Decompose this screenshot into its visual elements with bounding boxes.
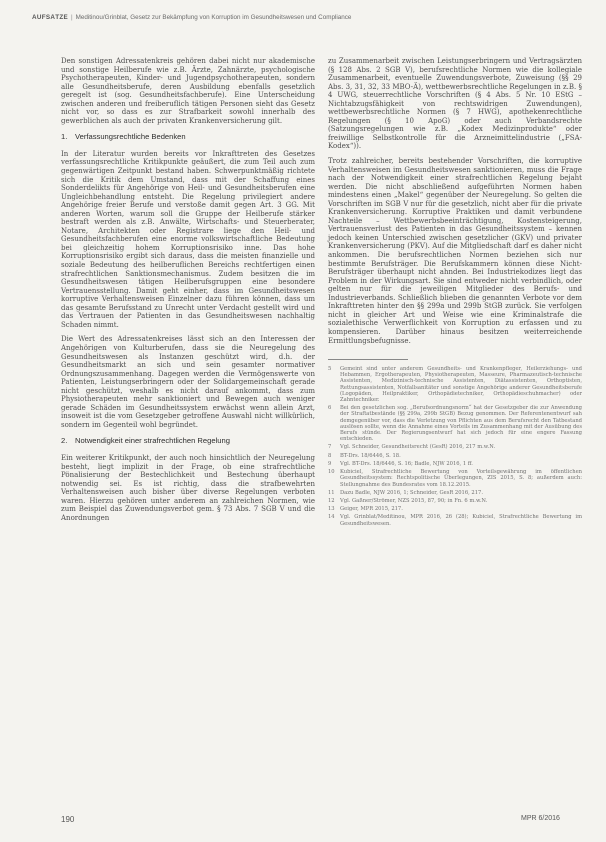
footnote [328,469,582,488]
footnote [328,366,582,403]
running-header [32,14,582,21]
page-number: 190 [61,815,75,824]
heading-number: 2. [61,436,68,446]
footnote-text: Bei den gesetzlichen sog. „Berufsordnungsnorm“ hat der Gesetzgeber die zur Anwendung der Straftatbestände (§§ 299a, 299b StGB) Bezug genommen. Der Referentenentwurf sah demgegenüber vor, dass die Verletzung von Pflichten aus dem Berufsrecht den Tatbestand auslösen sollte, wenn die Annahme eines Vorteils im Zusammenhang mit der Ausübung des Berufs stünde. Der Regierungsentwurf hat sich jedoch für eine engere Fassung entschieden. [340,405,582,443]
heading-number: 1. [61,132,68,142]
footnote [328,444,582,450]
section-heading-1 [61,133,315,142]
footnote-text: Gemeint sind unter anderem Gesundheits- und Krankenpfleger, Heilerziehungs- und Hebammen, Ergotherapeuten, Physiotherapeuten, Masseure, Pharmazeutisch-technische Assistenten, Medizinisch-technische Assistenten, Diätassistenten, Orthoptisten, Rettungsassistenten, Notfallsanitäter und sonstige Angehörige anderer Gesundheitsberufe (Logopäden, Heilpraktiker, Orthopädietechniker, Orthopädieschuhmacher) oder Zahntechniker. [340,366,582,404]
footnote-number: 9 [328,460,332,467]
footnote-text: Kubiciel, Strafrechtliche Bewertung von Vorteilsgewährung im öffentlichen Gesundheitssystem: Rechtspolitische Überlegungen, ZIS 2015, S. 8; außerdem auch: Stellungnahme des Bundesrates vom 18.12.2015. [340,469,582,488]
footnotes [328,366,582,527]
footnote-number: 13 [328,506,335,513]
footnote-text: Vgl. Gaßner/Strömer, NZS 2015, 87, 90; in Fn. 6 m.w.N. [340,497,488,504]
footnote [328,498,582,504]
footnote-number: 10 [328,469,335,476]
footnote-text: Vgl. Schneider, Gesundheitsrecht (GesR) 2016, 217 m.w.N. [340,444,496,451]
footnote-text: Dazu Badle, NJW 2016, 1; Schneider, GesR 2016, 217. [340,489,483,496]
footnote-text: Vgl. Grinblat/Meditinou, MPR 2016, 26 (28); Kubiciel, Strafrechtliche Bewertung im Gesundheitswesen. [340,514,582,527]
footnote-number: 11 [328,489,335,496]
heading-text: Notwendigkeit einer strafrechtlichen Regelung [75,436,230,446]
section-label: AUFSÄTZE [32,14,68,21]
left-column [61,57,315,528]
footnote-number: 6 [328,405,332,412]
footnote [328,461,582,467]
paragraph: In der Literatur wurden bereits vor Inkrafttreten des Gesetzes verfassungsrechtliche Kritikpunkte geäußert, die zum Teil auch zum gegenwärtigen Zeitpunkt bestand haben. Schwerpunktmäßig richtete sich die Kritik dem Umstand, dass mit der Schaffung eines Sonderdelikts für Angehörige von Heil- und Gesundheitsberufen eine Ungleichbehandlung entsteht. Die Regelung privilegiert andere Angehörige freier Berufe und verstoße damit gegen Art. 3 GG. Mit anderen Worten, warum soll die Gruppe der Heilberufe stärker bestraft werden als z.B. Anwälte, Wirtschafts- und Steuerberater, Notare, Architekten oder Registrare liege den Heil- und Gesundheitsfachberufen eine enorme volkswirtschaftliche Bedeutung bei gleichzeitig hohem Korruptionsrisiko inne. Das hohe Korruptionsrisiko ergibt sich daraus, dass die meisten finanzielle und soziale Bedeutung des heilberuflichen Bereichs rechtfertigen einen strafrechtlichen Sanktionsmechanismus. Zudem besitzen die im Gesundheitswesen tätigen Heilberufsgruppen eine besondere Vertrauensstellung. Damit geht einher, dass im Gesundheitswesen korruptive Verhaltensweisen Einzelner dazu führen können, dass um das gesamte Berufsstand zu Unrecht unter Verdacht gestellt wird und das Vertrauen der Patienten in das Gesundheitswesen nachhaltig Schaden nimmt. [61,149,315,329]
footnote-number: 5 [328,366,332,373]
footnote-number: 7 [328,444,332,451]
footnote [328,514,582,526]
footnote [328,490,582,496]
journal-issue: MPR 6/2016 [521,815,560,822]
footnote-text: BT-Drs. 18/6446, S. 18. [340,452,401,459]
footnote [328,453,582,459]
heading-text: Verfassungsrechtliche Bedenken [75,132,186,142]
paragraph: Die Wert des Adressatenkreises lässt sich an den Interessen der Angehörigen von Kulturberufen, dass sie die Neuregelung des Gesundheitswesen als Instanzen geschützt wird, d.h. der Gesundheitsmarkt an sich und sein gesamter normativer Ordnungszusammenhang. Dagegen werden die Vermögenswerte von Patienten, Leistungserbringern oder der Solidargemeinschaft gerade nicht geschützt, weshalb es nicht darauf ankommt, dass zum Physiotherapeuten mehr sanktioniert und Bewegen auch weniger gerade Schäden im Gesundheitssystem erwächst wenn allein Arzt, insoweit ist die vom Gesetzgeber getroffene Auswahl nicht willkürlich, sondern im Gegenteil wohl begründet. [61,335,315,429]
footnote-text: Vgl. BT-Drs. 18/6446, S. 16; Badle, NJW 2016, 1 ff. [340,460,473,467]
paragraph: zu Zusammenarbeit zwischen Leistungserbringern und Vertragsärzten (§ 128 Abs. 2 SGB V), berufsrechtliche Normen wie die kollegiale Zusammenarbeit, eventuelle Zuwendungsverbote, Zuweisung (§§ 29 Abs. 3, 31, 32, 33 MBO-Ä), wettbewerbsrechtliche Regelungen in z.B. § 4 UWG, steuerrechtliche Vorschriften (§ 4 Abs. 5 Nr. 10 EStG – Nichtabzugsfähigkeit von rechtswidrigen Zuwendungen), wettbewerbsrechtliche Normen (§ 7 HWG), apothekenrechtliche Regelungen (§ 10 ApoG) oder auch Verbandsrechte (Satzungsregelungen wie z.B. „Kodex Medizinprodukte“ oder freiwillige Selbstkontrolle für die Arzneimittelindustrie („FSA-Kodex“)). [328,57,582,151]
header-separator: | [70,14,73,21]
footnote-text: Geiger, MPR 2015, 217. [340,506,403,513]
running-title: Meditinou/Grinblat, Gesetz zur Bekämpfung von Korruption im Gesundheitswesen und Compliance [75,14,352,21]
paragraph: Trotz zahlreicher, bereits bestehender Vorschriften, die korruptive Verhaltensweisen im Gesundheitswesen sanktionieren, muss die Frage nach der Notwendigkeit einer strafrechtlichen Regelung bejaht werden. Die nicht abschließend aufgeführten Normen haben mindestens einen „Makel“ gegenüber der Neuregelung. So gelten die Vorschriften im SGB V nur für die gesetzlich, nicht aber für die private Krankenversicherung. Korruptive Praktiken und damit verbundene Nachteile – Wettbewerbsbeeinträchtigung, Kostensteigerung, Vertrauensverlust des Patienten in das Gesundheitssystem – kennen jedoch keinen Unterschied zwischen gesetzlicher (GKV) und privater Krankenversicherung (PKV). Auf die Mitgliedschaft darf es daher nicht ankommen. Die berufsrechtlichen Normen beziehen sich nur bestimmte Berufsträger. Die Berufskammern können diese Nicht-Berufsträger überhaupt nicht ahnden. Bei Industriekodizes liegt das Problem in der Wirkungsart. Sie sind entweder nicht verbindlich, oder gelten nur für die jeweiligen Mitglieder des Berufs- und Industrieverbands. Schließlich blieben die genannten Verbote vor dem Inkrafttreten hinter den §§ 299a und 299b StGB zurück. Sie verfolgen nicht in gleicher Art und Weise wie eine Kriminalstrafe die sozialethische Verwerflichkeit von Korruption zu erfassen und zu kompensieren. Darüber hinaus besitzen weiterreichende Ermittlungsbefugnisse. [328,157,582,345]
footnote [328,405,582,442]
footnote-number: 12 [328,497,335,504]
paragraph: Ein weiterer Kritikpunkt, der auch noch hinsichtlich der Neuregelung besteht, liegt implizit in der Frage, ob eine strafrechtliche Pönalisierung der Bestechlichkeit und Bestechung überhaupt notwendig sei. Es ist richtig, dass die strafbewehrten Verhaltensweisen auch bisher über diverse Regelungen verboten waren. Hierzu gehören unter anderem an zahlreichen Normen, wie zum Beispiel das Zuwendungsverbot gem. § 73 Abs. 7 SGB V und die Anordnungen [61,453,315,522]
right-column [328,57,582,529]
footnote [328,506,582,512]
footnote-divider [328,359,408,360]
paragraph: Den sonstigen Adressatenkreis gehören dabei nicht nur akademische und sonstige Heilberufe wie z.B. Ärzte, Zahnärzte, psychologische Psychotherapeuten, Kinder- und Jugendpsychotherapeuten, sondern alle Gesundheitsberufe, deren Ausbildung ebenfalls gesetzlich geregelt ist (sog. Gesundheitsfachberufe). Eine Unterscheidung zwischen anderen und freiberuflich tätigen Personen sieht das Gesetz nicht vor, so dass es zur Strafbarkeit sowohl innerhalb des gewerblichen als auch der privaten Krankenversicherung gilt. [61,57,315,125]
section-heading-2 [61,437,315,446]
footnote-number: 8 [328,452,332,459]
footnote-number: 14 [328,514,335,521]
